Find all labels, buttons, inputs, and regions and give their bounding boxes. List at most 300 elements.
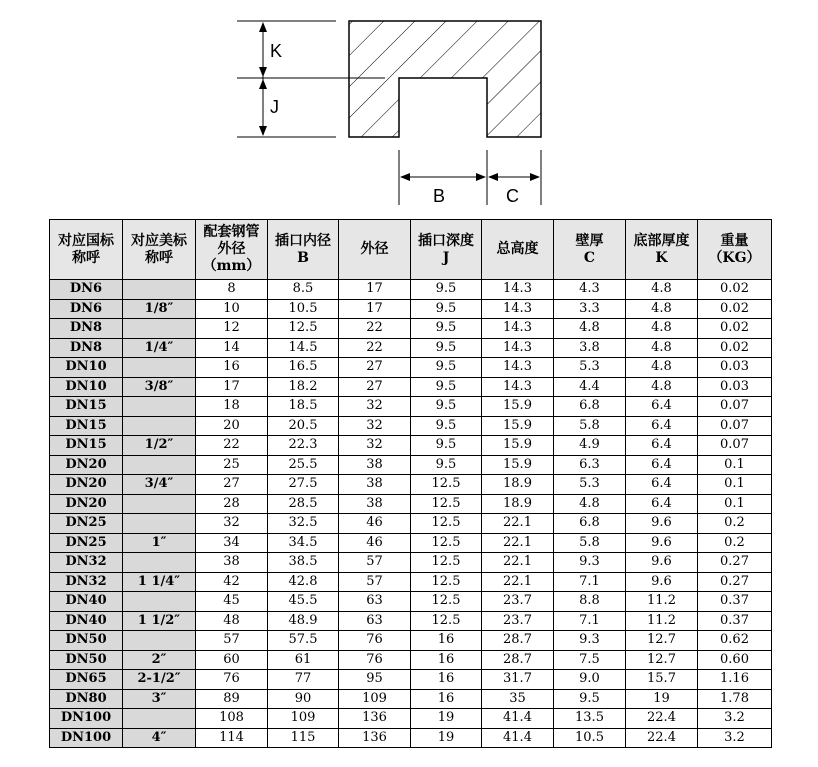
table-row bbox=[50, 299, 772, 319]
cell-pipe-od: 45 bbox=[196, 592, 268, 612]
cell-wall-thickness-c: 4.8 bbox=[554, 494, 626, 514]
table-row bbox=[50, 650, 772, 670]
cell-total-height: 14.3 bbox=[482, 358, 554, 378]
cell-weight-kg: 0.1 bbox=[698, 475, 772, 495]
table-row bbox=[50, 475, 772, 495]
header-text: 配套钢管 bbox=[203, 224, 260, 240]
c-right-arrow bbox=[530, 173, 540, 181]
cell-bottom-thickness-k: 4.8 bbox=[626, 358, 698, 378]
cell-socket-bore-b: 22.3 bbox=[268, 436, 339, 456]
cell-wall-thickness-c: 7.1 bbox=[554, 611, 626, 631]
cell-national-size: DN20 bbox=[50, 475, 123, 495]
table-row bbox=[50, 358, 772, 378]
cell-total-height: 22.1 bbox=[482, 533, 554, 553]
cell-socket-bore-b: 27.5 bbox=[268, 475, 339, 495]
cell-total-height: 14.3 bbox=[482, 377, 554, 397]
cell-socket-bore-b: 25.5 bbox=[268, 455, 339, 475]
cell-bottom-thickness-k: 4.8 bbox=[626, 280, 698, 300]
cell-wall-thickness-c: 4.4 bbox=[554, 377, 626, 397]
cell-national-size: DN50 bbox=[50, 650, 123, 670]
table-body bbox=[50, 280, 772, 748]
cell-outer-diameter: 38 bbox=[339, 475, 411, 495]
cell-us-size: 3″ bbox=[123, 689, 196, 709]
cell-total-height: 28.7 bbox=[482, 650, 554, 670]
cell-weight-kg: 1.78 bbox=[698, 689, 772, 709]
cell-wall-thickness-c: 4.3 bbox=[554, 280, 626, 300]
cell-pipe-od: 42 bbox=[196, 572, 268, 592]
cell-national-size: DN100 bbox=[50, 728, 123, 748]
header-bottom-thickness-k bbox=[626, 220, 698, 280]
cell-us-size bbox=[123, 455, 196, 475]
cell-outer-diameter: 22 bbox=[339, 319, 411, 339]
cell-weight-kg: 0.03 bbox=[698, 358, 772, 378]
cell-us-size: 1/4″ bbox=[123, 338, 196, 358]
cell-weight-kg: 0.07 bbox=[698, 397, 772, 417]
cell-national-size: DN40 bbox=[50, 611, 123, 631]
cell-socket-bore-b: 28.5 bbox=[268, 494, 339, 514]
cell-pipe-od: 12 bbox=[196, 319, 268, 339]
header-text: 外径 bbox=[217, 241, 246, 257]
cell-pipe-od: 22 bbox=[196, 436, 268, 456]
table-row bbox=[50, 319, 772, 339]
cell-weight-kg: 0.60 bbox=[698, 650, 772, 670]
cell-bottom-thickness-k: 9.6 bbox=[626, 572, 698, 592]
cell-weight-kg: 0.27 bbox=[698, 553, 772, 573]
header-weight-kg bbox=[698, 220, 772, 280]
cell-socket-bore-b: 42.8 bbox=[268, 572, 339, 592]
cell-outer-diameter: 38 bbox=[339, 455, 411, 475]
cell-bottom-thickness-k: 6.4 bbox=[626, 416, 698, 436]
cell-pipe-od: 16 bbox=[196, 358, 268, 378]
cell-socket-depth-j: 9.5 bbox=[411, 280, 482, 300]
cell-national-size: DN50 bbox=[50, 631, 123, 651]
cell-total-height: 15.9 bbox=[482, 416, 554, 436]
cell-wall-thickness-c: 10.5 bbox=[554, 728, 626, 748]
cell-total-height: 15.9 bbox=[482, 455, 554, 475]
table-row bbox=[50, 397, 772, 417]
cell-us-size bbox=[123, 319, 196, 339]
cell-socket-bore-b: 34.5 bbox=[268, 533, 339, 553]
header-text: B bbox=[297, 249, 309, 266]
cell-bottom-thickness-k: 6.4 bbox=[626, 397, 698, 417]
cell-national-size: DN32 bbox=[50, 572, 123, 592]
cell-weight-kg: 1.16 bbox=[698, 670, 772, 690]
cell-pipe-od: 114 bbox=[196, 728, 268, 748]
cell-us-size bbox=[123, 631, 196, 651]
header-text: 称呼 bbox=[145, 249, 173, 266]
header-text: 插口内径 bbox=[275, 232, 331, 249]
cell-national-size: DN6 bbox=[50, 280, 123, 300]
cell-total-height: 14.3 bbox=[482, 299, 554, 319]
cell-socket-depth-j: 12.5 bbox=[411, 572, 482, 592]
table-header-row bbox=[50, 220, 772, 280]
cell-us-size bbox=[123, 494, 196, 514]
b-left-arrow bbox=[400, 173, 410, 181]
cell-bottom-thickness-k: 9.6 bbox=[626, 533, 698, 553]
cell-weight-kg: 0.62 bbox=[698, 631, 772, 651]
cell-bottom-thickness-k: 22.4 bbox=[626, 728, 698, 748]
cell-total-height: 31.7 bbox=[482, 670, 554, 690]
cell-total-height: 18.9 bbox=[482, 494, 554, 514]
cell-outer-diameter: 57 bbox=[339, 572, 411, 592]
cell-weight-kg: 0.27 bbox=[698, 572, 772, 592]
cell-pipe-od: 17 bbox=[196, 377, 268, 397]
cell-outer-diameter: 46 bbox=[339, 533, 411, 553]
cell-total-height: 41.4 bbox=[482, 709, 554, 729]
cell-national-size: DN25 bbox=[50, 514, 123, 534]
cell-total-height: 22.1 bbox=[482, 514, 554, 534]
cell-outer-diameter: 27 bbox=[339, 358, 411, 378]
fitting-cross-section bbox=[349, 21, 541, 137]
cell-us-size bbox=[123, 553, 196, 573]
cell-national-size: DN100 bbox=[50, 709, 123, 729]
cell-national-size: DN15 bbox=[50, 436, 123, 456]
cell-socket-depth-j: 16 bbox=[411, 631, 482, 651]
cell-total-height: 14.3 bbox=[482, 338, 554, 358]
cell-national-size: DN6 bbox=[50, 299, 123, 319]
cell-socket-depth-j: 19 bbox=[411, 728, 482, 748]
cell-pipe-od: 10 bbox=[196, 299, 268, 319]
cell-us-size bbox=[123, 358, 196, 378]
header-text: 对应美标 bbox=[131, 232, 187, 249]
cell-weight-kg: 0.02 bbox=[698, 280, 772, 300]
table-row bbox=[50, 592, 772, 612]
header-socket-bore-b bbox=[268, 220, 339, 280]
header-text: 重量 bbox=[720, 232, 749, 249]
cell-weight-kg: 0.02 bbox=[698, 299, 772, 319]
cell-socket-depth-j: 9.5 bbox=[411, 397, 482, 417]
table-row bbox=[50, 572, 772, 592]
c-left-arrow bbox=[488, 173, 498, 181]
cell-outer-diameter: 136 bbox=[339, 709, 411, 729]
header-socket-depth-j bbox=[411, 220, 482, 280]
header-text: （KG） bbox=[708, 249, 761, 266]
cell-total-height: 15.9 bbox=[482, 397, 554, 417]
cell-weight-kg: 0.07 bbox=[698, 436, 772, 456]
table-row bbox=[50, 689, 772, 709]
cell-us-size: 1″ bbox=[123, 533, 196, 553]
header-text: 总高度 bbox=[496, 241, 539, 257]
cell-socket-bore-b: 48.9 bbox=[268, 611, 339, 631]
cell-pipe-od: 20 bbox=[196, 416, 268, 436]
header-total-height bbox=[482, 220, 554, 280]
cell-wall-thickness-c: 7.5 bbox=[554, 650, 626, 670]
cell-national-size: DN15 bbox=[50, 416, 123, 436]
cell-us-size: 2″ bbox=[123, 650, 196, 670]
cell-outer-diameter: 32 bbox=[339, 397, 411, 417]
b-right-arrow bbox=[476, 173, 486, 181]
cell-bottom-thickness-k: 11.2 bbox=[626, 611, 698, 631]
cell-weight-kg: 0.02 bbox=[698, 319, 772, 339]
cell-bottom-thickness-k: 6.4 bbox=[626, 475, 698, 495]
table-row bbox=[50, 611, 772, 631]
cell-weight-kg: 0.02 bbox=[698, 338, 772, 358]
cell-socket-depth-j: 9.5 bbox=[411, 299, 482, 319]
cell-bottom-thickness-k: 15.7 bbox=[626, 670, 698, 690]
cell-pipe-od: 32 bbox=[196, 514, 268, 534]
cell-us-size: 1 1/4″ bbox=[123, 572, 196, 592]
label-k: K bbox=[270, 41, 283, 61]
cell-outer-diameter: 95 bbox=[339, 670, 411, 690]
cell-pipe-od: 8 bbox=[196, 280, 268, 300]
k-bottom-arrow bbox=[259, 67, 267, 77]
header-text: 外径 bbox=[360, 241, 389, 257]
cell-wall-thickness-c: 3.8 bbox=[554, 338, 626, 358]
cell-bottom-thickness-k: 9.6 bbox=[626, 514, 698, 534]
cell-outer-diameter: 32 bbox=[339, 416, 411, 436]
header-text: 底部厚度 bbox=[633, 232, 690, 249]
cell-us-size: 1/2″ bbox=[123, 436, 196, 456]
cell-socket-bore-b: 45.5 bbox=[268, 592, 339, 612]
table-row bbox=[50, 709, 772, 729]
table-row bbox=[50, 455, 772, 475]
cell-bottom-thickness-k: 6.4 bbox=[626, 436, 698, 456]
cell-pipe-od: 38 bbox=[196, 553, 268, 573]
cell-socket-depth-j: 19 bbox=[411, 709, 482, 729]
table-row bbox=[50, 416, 772, 436]
cell-socket-bore-b: 115 bbox=[268, 728, 339, 748]
header-text: 插口深度 bbox=[418, 232, 474, 249]
cell-socket-depth-j: 12.5 bbox=[411, 611, 482, 631]
cell-socket-bore-b: 16.5 bbox=[268, 358, 339, 378]
cell-pipe-od: 57 bbox=[196, 631, 268, 651]
cell-wall-thickness-c: 7.1 bbox=[554, 572, 626, 592]
cell-bottom-thickness-k: 4.8 bbox=[626, 338, 698, 358]
table-row bbox=[50, 728, 772, 748]
cell-socket-depth-j: 9.5 bbox=[411, 455, 482, 475]
cell-socket-depth-j: 9.5 bbox=[411, 319, 482, 339]
cell-outer-diameter: 17 bbox=[339, 280, 411, 300]
cell-us-size: 1 1/2″ bbox=[123, 611, 196, 631]
header-text: 对应国标 bbox=[58, 232, 114, 249]
j-top-arrow bbox=[259, 79, 267, 89]
cell-wall-thickness-c: 4.9 bbox=[554, 436, 626, 456]
cell-total-height: 18.9 bbox=[482, 475, 554, 495]
cell-total-height: 15.9 bbox=[482, 436, 554, 456]
header-text: 壁厚 bbox=[575, 232, 604, 249]
cell-weight-kg: 0.1 bbox=[698, 455, 772, 475]
cell-outer-diameter: 27 bbox=[339, 377, 411, 397]
cell-socket-depth-j: 12.5 bbox=[411, 592, 482, 612]
cell-socket-depth-j: 12.5 bbox=[411, 533, 482, 553]
cell-us-size bbox=[123, 514, 196, 534]
cell-us-size bbox=[123, 416, 196, 436]
cell-weight-kg: 0.37 bbox=[698, 592, 772, 612]
table-row bbox=[50, 533, 772, 553]
label-b: B bbox=[433, 186, 446, 206]
cell-weight-kg: 0.37 bbox=[698, 611, 772, 631]
header-text: K bbox=[655, 249, 668, 266]
cell-outer-diameter: 76 bbox=[339, 631, 411, 651]
cell-weight-kg: 0.1 bbox=[698, 494, 772, 514]
cell-socket-bore-b: 57.5 bbox=[268, 631, 339, 651]
cell-socket-depth-j: 9.5 bbox=[411, 377, 482, 397]
cell-socket-depth-j: 16 bbox=[411, 650, 482, 670]
cell-weight-kg: 0.2 bbox=[698, 533, 772, 553]
cell-us-size: 3/8″ bbox=[123, 377, 196, 397]
cell-wall-thickness-c: 6.8 bbox=[554, 397, 626, 417]
cell-wall-thickness-c: 5.3 bbox=[554, 358, 626, 378]
header-text: J bbox=[442, 249, 450, 266]
label-j: J bbox=[270, 97, 279, 117]
cell-national-size: DN15 bbox=[50, 397, 123, 417]
cell-outer-diameter: 57 bbox=[339, 553, 411, 573]
cell-weight-kg: 0.03 bbox=[698, 377, 772, 397]
cell-us-size: 3/4″ bbox=[123, 475, 196, 495]
cell-weight-kg: 3.2 bbox=[698, 728, 772, 748]
table-row bbox=[50, 494, 772, 514]
cell-wall-thickness-c: 9.5 bbox=[554, 689, 626, 709]
cell-national-size: DN8 bbox=[50, 338, 123, 358]
cell-socket-depth-j: 12.5 bbox=[411, 475, 482, 495]
cell-socket-depth-j: 12.5 bbox=[411, 494, 482, 514]
cell-pipe-od: 48 bbox=[196, 611, 268, 631]
cell-total-height: 23.7 bbox=[482, 592, 554, 612]
header-wall-thickness-c bbox=[554, 220, 626, 280]
table-row bbox=[50, 338, 772, 358]
cell-wall-thickness-c: 9.0 bbox=[554, 670, 626, 690]
cell-weight-kg: 0.2 bbox=[698, 514, 772, 534]
header-pipe-od bbox=[196, 220, 268, 280]
cell-total-height: 14.3 bbox=[482, 319, 554, 339]
cell-national-size: DN25 bbox=[50, 533, 123, 553]
cell-pipe-od: 18 bbox=[196, 397, 268, 417]
cell-total-height: 22.1 bbox=[482, 553, 554, 573]
cell-socket-depth-j: 9.5 bbox=[411, 358, 482, 378]
cell-outer-diameter: 46 bbox=[339, 514, 411, 534]
cell-national-size: DN65 bbox=[50, 670, 123, 690]
cell-socket-bore-b: 90 bbox=[268, 689, 339, 709]
cell-wall-thickness-c: 5.8 bbox=[554, 533, 626, 553]
cell-weight-kg: 0.07 bbox=[698, 416, 772, 436]
cell-socket-bore-b: 61 bbox=[268, 650, 339, 670]
cell-bottom-thickness-k: 6.4 bbox=[626, 494, 698, 514]
cell-socket-bore-b: 8.5 bbox=[268, 280, 339, 300]
cell-wall-thickness-c: 4.8 bbox=[554, 319, 626, 339]
cell-bottom-thickness-k: 11.2 bbox=[626, 592, 698, 612]
cell-socket-bore-b: 77 bbox=[268, 670, 339, 690]
cell-wall-thickness-c: 3.3 bbox=[554, 299, 626, 319]
dimension-spec-table bbox=[49, 219, 772, 748]
cell-socket-bore-b: 20.5 bbox=[268, 416, 339, 436]
table-row bbox=[50, 377, 772, 397]
cell-pipe-od: 25 bbox=[196, 455, 268, 475]
header-text: （mm） bbox=[202, 258, 261, 274]
cell-pipe-od: 60 bbox=[196, 650, 268, 670]
cell-outer-diameter: 22 bbox=[339, 338, 411, 358]
cell-total-height: 23.7 bbox=[482, 611, 554, 631]
cell-wall-thickness-c: 9.3 bbox=[554, 553, 626, 573]
header-text: 称呼 bbox=[72, 249, 100, 266]
table-row bbox=[50, 670, 772, 690]
cell-national-size: DN20 bbox=[50, 455, 123, 475]
cell-total-height: 28.7 bbox=[482, 631, 554, 651]
cell-total-height: 14.3 bbox=[482, 280, 554, 300]
cell-wall-thickness-c: 5.8 bbox=[554, 416, 626, 436]
cell-bottom-thickness-k: 22.4 bbox=[626, 709, 698, 729]
cell-bottom-thickness-k: 9.6 bbox=[626, 553, 698, 573]
cell-weight-kg: 3.2 bbox=[698, 709, 772, 729]
socket-weld-diagram bbox=[0, 0, 818, 218]
cell-bottom-thickness-k: 4.8 bbox=[626, 299, 698, 319]
cell-national-size: DN20 bbox=[50, 494, 123, 514]
label-c: C bbox=[506, 186, 519, 206]
cell-bottom-thickness-k: 4.8 bbox=[626, 377, 698, 397]
cell-bottom-thickness-k: 19 bbox=[626, 689, 698, 709]
cell-national-size: DN40 bbox=[50, 592, 123, 612]
cell-us-size bbox=[123, 397, 196, 417]
table-row bbox=[50, 631, 772, 651]
cell-national-size: DN80 bbox=[50, 689, 123, 709]
table-row bbox=[50, 280, 772, 300]
cell-socket-depth-j: 9.5 bbox=[411, 416, 482, 436]
cell-outer-diameter: 63 bbox=[339, 611, 411, 631]
cell-national-size: DN8 bbox=[50, 319, 123, 339]
cell-wall-thickness-c: 8.8 bbox=[554, 592, 626, 612]
cell-outer-diameter: 136 bbox=[339, 728, 411, 748]
cell-total-height: 41.4 bbox=[482, 728, 554, 748]
header-outer-diameter bbox=[339, 220, 411, 280]
cell-socket-depth-j: 16 bbox=[411, 689, 482, 709]
cell-wall-thickness-c: 6.8 bbox=[554, 514, 626, 534]
cell-national-size: DN10 bbox=[50, 358, 123, 378]
cell-pipe-od: 89 bbox=[196, 689, 268, 709]
cell-wall-thickness-c: 6.3 bbox=[554, 455, 626, 475]
j-bottom-arrow bbox=[259, 126, 267, 136]
cell-socket-depth-j: 12.5 bbox=[411, 553, 482, 573]
cell-socket-depth-j: 12.5 bbox=[411, 514, 482, 534]
header-text: C bbox=[583, 249, 596, 266]
cell-us-size bbox=[123, 592, 196, 612]
cell-bottom-thickness-k: 4.8 bbox=[626, 319, 698, 339]
cell-pipe-od: 27 bbox=[196, 475, 268, 495]
cell-socket-bore-b: 109 bbox=[268, 709, 339, 729]
table-row bbox=[50, 553, 772, 573]
cell-wall-thickness-c: 5.3 bbox=[554, 475, 626, 495]
cell-socket-bore-b: 10.5 bbox=[268, 299, 339, 319]
cell-socket-depth-j: 9.5 bbox=[411, 436, 482, 456]
cell-socket-bore-b: 18.2 bbox=[268, 377, 339, 397]
k-top-arrow bbox=[259, 22, 267, 32]
table-row bbox=[50, 436, 772, 456]
cell-outer-diameter: 109 bbox=[339, 689, 411, 709]
cell-us-size bbox=[123, 709, 196, 729]
cell-outer-diameter: 17 bbox=[339, 299, 411, 319]
cell-outer-diameter: 32 bbox=[339, 436, 411, 456]
cell-wall-thickness-c: 9.3 bbox=[554, 631, 626, 651]
header-national-size bbox=[50, 220, 123, 280]
cell-total-height: 35 bbox=[482, 689, 554, 709]
cell-bottom-thickness-k: 12.7 bbox=[626, 631, 698, 651]
cell-socket-bore-b: 38.5 bbox=[268, 553, 339, 573]
cell-pipe-od: 76 bbox=[196, 670, 268, 690]
header-us-size bbox=[123, 220, 196, 280]
cell-socket-bore-b: 32.5 bbox=[268, 514, 339, 534]
cell-pipe-od: 14 bbox=[196, 338, 268, 358]
cell-bottom-thickness-k: 6.4 bbox=[626, 455, 698, 475]
cell-pipe-od: 108 bbox=[196, 709, 268, 729]
cell-national-size: DN10 bbox=[50, 377, 123, 397]
cell-bottom-thickness-k: 12.7 bbox=[626, 650, 698, 670]
table-row bbox=[50, 514, 772, 534]
cell-socket-bore-b: 18.5 bbox=[268, 397, 339, 417]
cell-us-size: 1/8″ bbox=[123, 299, 196, 319]
cell-total-height: 22.1 bbox=[482, 572, 554, 592]
cell-socket-depth-j: 16 bbox=[411, 670, 482, 690]
cell-us-size: 2-1/2″ bbox=[123, 670, 196, 690]
cell-outer-diameter: 76 bbox=[339, 650, 411, 670]
cell-pipe-od: 34 bbox=[196, 533, 268, 553]
